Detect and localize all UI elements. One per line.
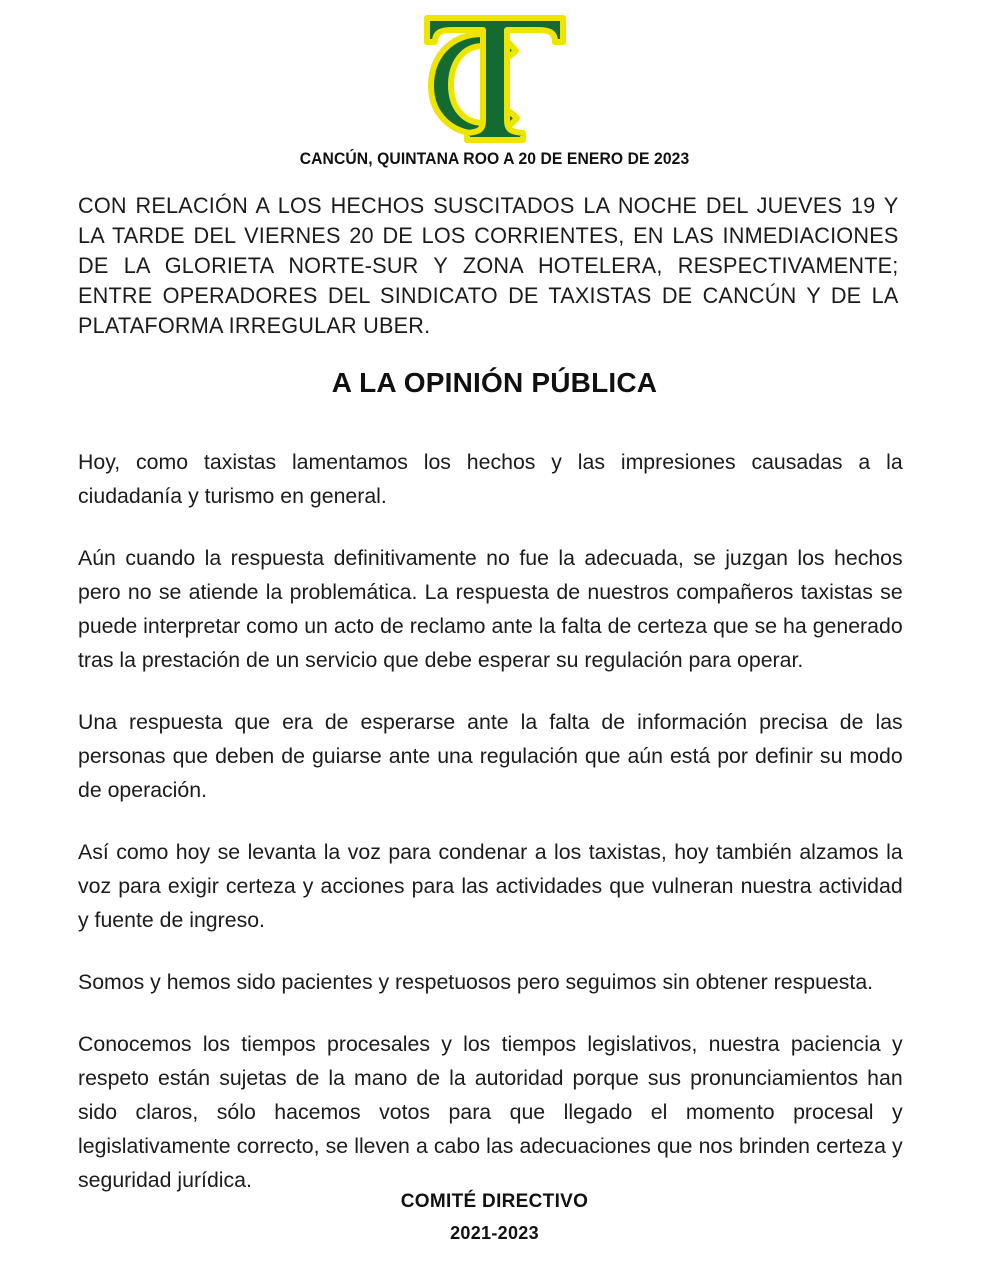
body-paragraph: Somos y hemos sido pacientes y respetuosos pero seguimos sin obtener respuesta.: [78, 970, 874, 994]
signature-block: [0, 1191, 989, 1244]
body-paragraph: Así como hoy se levanta la voz para condenar a los taxistas, hoy también alzamos la voz para exigir certeza y acciones para las actividades que vulneran nuestra actividad y fuente de ingreso.: [78, 840, 903, 932]
body-paragraph: Hoy, como taxistas lamentamos los hechos y las impresiones causadas a la ciudadanía y turismo en general.: [78, 450, 903, 508]
intro-paragraph: CON RELACIÓN A LOS HECHOS SUSCITADOS LA NOCHE DEL JUEVES 19 Y LA TARDE DEL VIERNES 20 DE LOS CORRIENTES, EN LAS INMEDIACIONES DE LA GLORIETA NORTE-SUR Y ZONA HOTELERA, RESPECTIVAMENTE; ENTRE OPERADORES DEL SINDICATO DE TAXISTAS DE CANCÚN Y DE LA PLATAFORMA IRREGULAR UBER.: [78, 193, 899, 338]
dateline: CANCÚN, QUINTANA ROO A 20 DE ENERO DE 2023: [299, 150, 690, 168]
body-text: [78, 399, 911, 1197]
tc-monogram-logo: [405, 8, 585, 148]
body-paragraph: Una respuesta que era de esperarse ante la falta de información precisa de las personas que deben de guiarse ante una regulación que aún está por definir su modo de operación.: [78, 710, 903, 802]
page-title: A LA OPINIÓN PÚBLICA: [331, 367, 658, 398]
committee-name: COMITÉ DIRECTIVO: [400, 1191, 589, 1212]
body-paragraph: Aún cuando la respuesta definitivamente no fue la adecuada, se juzgan los hechos pero no se atiende la problemática. La respuesta de nuestros compañeros taxistas se puede interpretar como un acto de reclamo ante la falta de certeza que se ha generado tras la prestación de un servicio que debe esperar su regulación para operar.: [78, 546, 903, 672]
body-paragraph: Conocemos los tiempos procesales y los tiempos legislativos, nuestra paciencia y respeto están sujetas de la mano de la autoridad porque sus pronunciamientos han sido claros, sólo hacemos votos para que llegado el momento procesal y legislativamente correcto, se lleven a cabo las adecuaciones que nos brinden certeza y seguridad jurídica.: [78, 1032, 903, 1192]
logo-container: [0, 0, 989, 148]
committee-period: 2021-2023: [450, 1223, 539, 1243]
